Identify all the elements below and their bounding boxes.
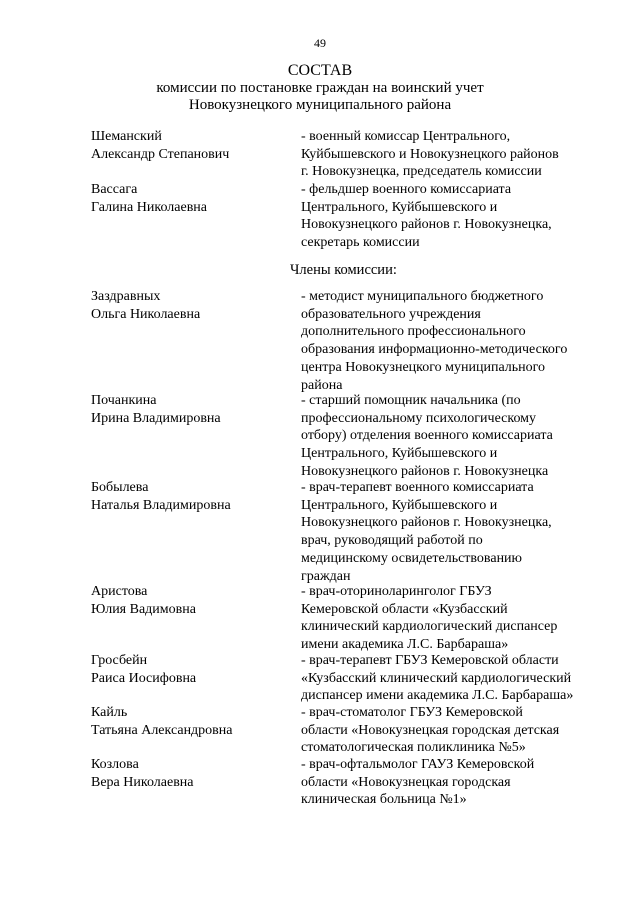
- person-name: [91, 392, 291, 427]
- title-line-3: Новокузнецкого муниципального района: [188, 97, 452, 113]
- role-line: - врач-офтальмолог ГАУЗ Кемеровской: [301, 757, 535, 772]
- person-role: [301, 652, 601, 705]
- title-line-2: комиссии по постановке граждан на воинский учет: [156, 80, 484, 96]
- person-name: [91, 652, 291, 687]
- role-line: области «Новокузнецкая городская детская: [301, 722, 560, 738]
- given-names: Ольга Николаевна: [91, 306, 201, 322]
- role-line: диспансер имени академика Л.С. Барбараша»: [301, 688, 574, 704]
- role-line: - фельдшер военного комиссариата: [301, 182, 512, 197]
- role-line: - врач-терапевт военного комиссариата: [301, 480, 534, 495]
- person-name: [91, 181, 291, 216]
- role-line: Центрального, Куйбышевского и: [301, 446, 498, 462]
- given-names: Ирина Владимировна: [91, 410, 221, 426]
- role-line: Центрального, Куйбышевского и: [301, 497, 498, 513]
- surname: Вассага: [91, 182, 138, 197]
- person-name: [91, 288, 291, 323]
- role-line: - врач-оториноларинголог ГБУЗ: [301, 584, 492, 599]
- document-title: [0, 62, 640, 114]
- role-line: «Кузбасский клинический кардиологический: [301, 670, 572, 686]
- surname: Бобылева: [91, 480, 149, 495]
- role-line: клиническая больница №1»: [301, 792, 467, 808]
- person-role: [301, 181, 601, 252]
- role-line: Центрального, Куйбышевского и: [301, 199, 498, 215]
- role-line: - врач-стоматолог ГБУЗ Кемеровской: [301, 705, 523, 720]
- role-line: отбору) отделения военного комиссариата: [301, 428, 553, 444]
- role-line: - старший помощник начальника (по: [301, 393, 521, 408]
- surname: Козлова: [91, 757, 139, 772]
- given-names: Наталья Владимировна: [91, 497, 231, 513]
- surname: Почанкина: [91, 393, 157, 408]
- person-name: [91, 756, 291, 791]
- members-heading: Члены комиссии:: [290, 262, 397, 278]
- person-role: [301, 392, 601, 481]
- role-line: дополнительного профессионального: [301, 324, 526, 340]
- role-line: - военный комиссар Центрального,: [301, 129, 511, 144]
- page-number: 49: [314, 36, 326, 50]
- given-names: Галина Николаевна: [91, 199, 208, 215]
- surname: Заздравных: [91, 289, 161, 304]
- role-line: центра Новокузнецкого муниципального: [301, 359, 546, 375]
- person-role: [301, 756, 601, 809]
- given-names: Татьяна Александровна: [91, 722, 233, 738]
- surname: Кайль: [91, 705, 128, 720]
- title-main: СОСТАВ: [287, 62, 353, 79]
- given-names: Юлия Вадимовна: [91, 601, 196, 617]
- surname: Шеманский: [91, 129, 162, 144]
- role-line: врач, руководящий работой по: [301, 533, 483, 549]
- person-name: [91, 128, 291, 163]
- role-line: Новокузнецкого районов г. Новокузнецка,: [301, 217, 552, 233]
- given-names: Александр Степанович: [91, 146, 230, 162]
- role-line: - методист муниципального бюджетного: [301, 289, 544, 304]
- role-line: Новокузнецкого районов г. Новокузнецка: [301, 463, 549, 479]
- role-line: г. Новокузнецка, председатель комиссии: [301, 164, 542, 180]
- role-line: области «Новокузнецкая городская: [301, 774, 511, 790]
- person-role: [301, 479, 601, 585]
- given-names: Раиса Иосифовна: [91, 670, 197, 686]
- role-line: Новокузнецкого районов г. Новокузнецка,: [301, 515, 552, 531]
- role-line: клинический кардиологический диспансер: [301, 619, 558, 635]
- role-line: - врач-терапевт ГБУЗ Кемеровской области: [301, 653, 559, 668]
- person-role: [301, 704, 601, 757]
- role-line: секретарь комиссии: [301, 235, 420, 251]
- role-line: стоматологическая поликлиника №5»: [301, 740, 526, 756]
- surname: Гросбейн: [91, 653, 148, 668]
- role-line: Кемеровской области «Кузбасский: [301, 601, 508, 617]
- role-line: граждан: [301, 568, 351, 584]
- person-role: [301, 583, 601, 654]
- person-name: [91, 704, 291, 739]
- person-role: [301, 288, 601, 394]
- role-line: медицинскому освидетельствованию: [301, 550, 523, 566]
- person-name: [91, 479, 291, 514]
- person-role: [301, 128, 601, 181]
- given-names: Вера Николаевна: [91, 774, 194, 790]
- person-name: [91, 583, 291, 618]
- role-line: образовательного учреждения: [301, 306, 481, 322]
- surname: Аристова: [91, 584, 148, 599]
- role-line: профессиональному психологическому: [301, 410, 537, 426]
- role-line: имени академика Л.С. Барбараша»: [301, 637, 509, 653]
- role-line: образования информационно-методического: [301, 342, 568, 358]
- role-line: района: [301, 377, 343, 393]
- role-line: Куйбышевского и Новокузнецкого районов: [301, 146, 559, 162]
